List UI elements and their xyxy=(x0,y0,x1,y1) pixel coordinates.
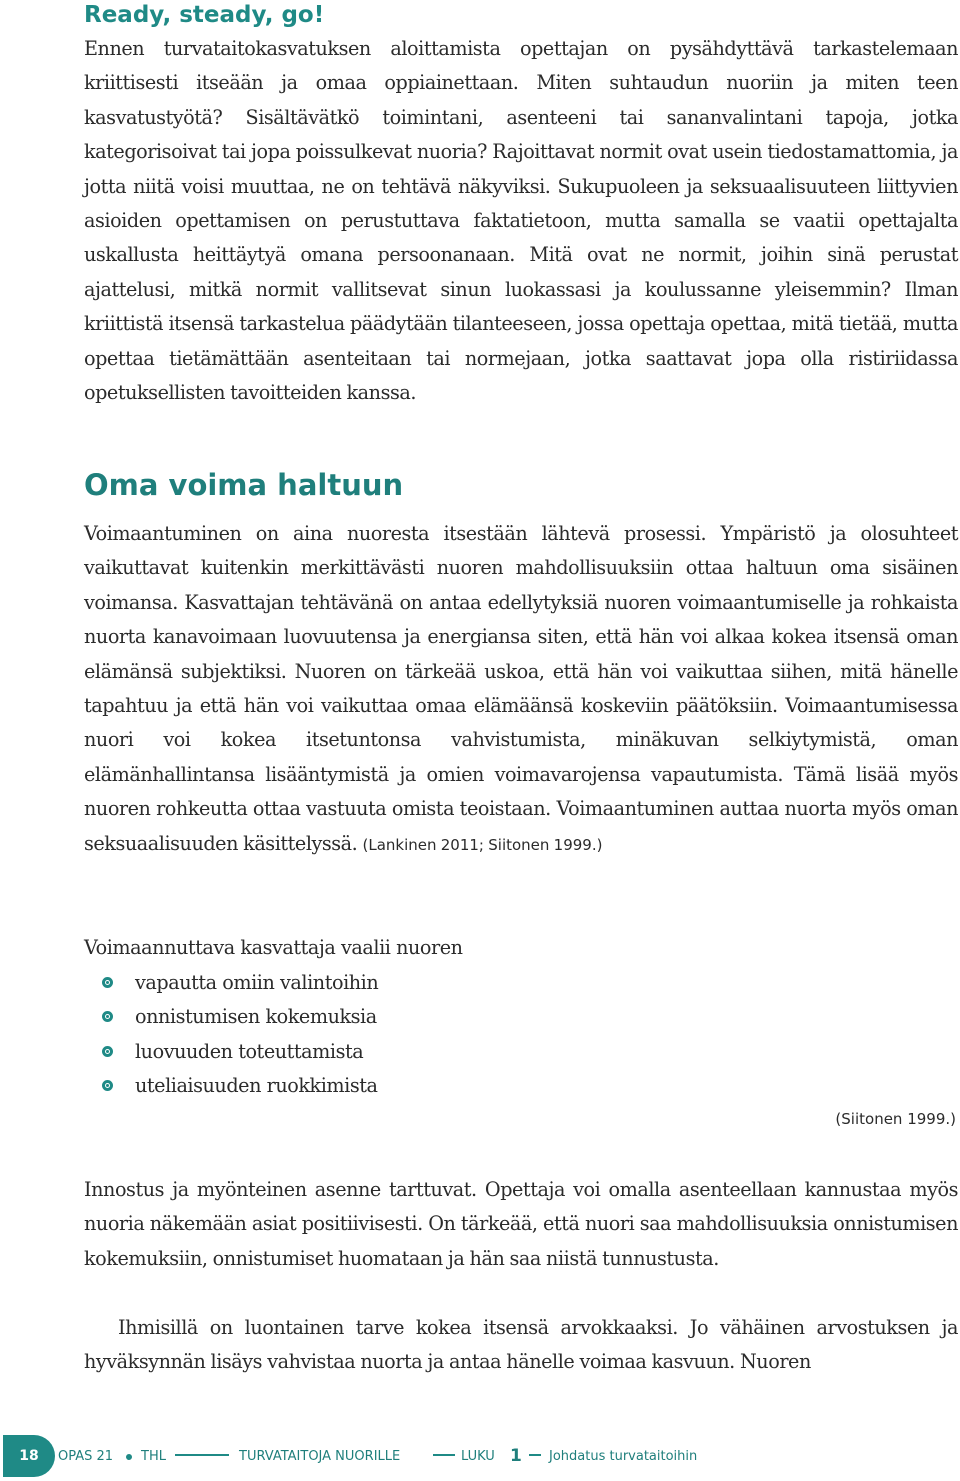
paragraph-empowerment-text: Voimaantuminen on aina nuoresta itsestään lähtevä prosessi. Ympäristö ja olosuhteet vaikuttavat kuitenkin merkittävästi nuoren mahdollisuuksiin ottaa haltuun oma sisäinen voimansa. Kasvattajan tehtävänä on antaa edellytyksiä nuoren voimaantumiselle ja rohkaista nuorta kanavoimaan luovuutensa ja energiansa siten, että hän voi alkaa kokea itsensä oman elämänsä subjektiksi. Nuoren on tärkeää uskoa, että hän voi vaikuttaa siihen, mitä hänelle tapahtuu ja että hän voi vaikuttaa omaa elämäänsä koskeviin päätöksiin. Voimaantumisessa nuori voi kokea itsetuntonsa vahvistumista, minäkuvan selkiytymistä, oman elämänhallintansa lisääntymistä ja omien voimavarojensa vapautumista. Tämä lisää myös nuoren rohkeutta ottaa vastuuta omista teoistaan. Voimaantuminen auttaa nuorta myös oman seksuaalisuuden käsittelyssä. xyxy=(84,522,958,855)
footer-chapter-number: 1 xyxy=(510,1446,522,1466)
list-item xyxy=(102,1000,378,1034)
bullet-icon xyxy=(102,1011,113,1022)
paragraph-appreciation-text: Ihmisillä on luontainen tarve kokea itsensä arvokkaaksi. Jo vähäinen arvostuksen ja hyväksynnän lisäys vahvistaa nuorta ja antaa hänelle voimaa kasvuun. Nuoren xyxy=(84,1316,958,1374)
section-heading-oma-voima-haltuun: Oma voima haltuun xyxy=(84,468,404,502)
list-item-text: luovuuden toteuttamista xyxy=(135,1039,364,1063)
list-item xyxy=(102,1069,378,1103)
footer-divider xyxy=(529,1454,541,1456)
citation: (Lankinen 2011; Siitonen 1999.) xyxy=(362,835,603,854)
footer-series: OPAS 21 xyxy=(58,1449,114,1464)
paragraph-enthusiasm: Innostus ja myönteinen asenne tarttuvat. Opettaja voi omalla asenteellaan kannustaa myös nuoria näkemään asiat positiivisesti. On tärkeää, että nuori saa mahdollisuuksia onnistumisen kokemuksiin, onnistumiset huomataan ja hän saa niistä tunnustusta. xyxy=(84,1178,958,1270)
bullet-icon xyxy=(102,1046,113,1057)
footer-chapter-title: Johdatus turvataitoihin xyxy=(549,1449,698,1464)
paragraph-empowerment xyxy=(84,517,958,862)
bullet-icon xyxy=(102,977,113,988)
footer-title: TURVATAITOJA NUORILLE xyxy=(239,1449,401,1464)
list-item xyxy=(102,1035,378,1069)
list-item-text: uteliaisuuden ruokkimista xyxy=(135,1074,378,1098)
paragraph-intro: Ennen turvataitokasvatuksen aloittamista opettajan on pysähdyttävä tarkastelemaan kriittisesti itseään ja omaa oppiainettaan. Miten suhtaudun nuoriin ja miten teen kasvatustyötä? Sisältävätkö toimintani, asenteeni tai sananvalintani tapoja, jotka kategorisoivat tai jopa poissulkevat nuoria? Rajoittavat normit ovat usein tiedostamattomia, ja jotta niitä voisi muuttaa, ne on tehtävä näkyviksi. Sukupuoleen ja seksuaalisuuteen liittyvien asioiden opettamisen on perustuttava faktatietoon, mutta samalla se vaatii opettajalta uskallusta heittäytyä omana persoonanaan. Mitä ovat ne normit, joihin sinä perustat ajattelusi, mitkä normit vallitsevat sinun luokassasi ja koulussanne yleisemmin? Ilman kriittistä itsensä tarkastelua päädytään tilanteeseen, jossa opettaja opettaa, mitä tietää, mutta opettaa tietämättään asenteitaan tai normejaan, jotka saattavat jopa olla ristiriidassa opetuksellisten tavoitteiden kanssa. xyxy=(84,37,958,405)
list-source: (Siitonen 1999.) xyxy=(835,1110,956,1128)
bullet-icon xyxy=(102,1080,113,1091)
list-item xyxy=(102,966,378,1000)
list-intro: Voimaannuttava kasvattaja vaalii nuoren xyxy=(84,936,463,959)
footer-chapter-label: LUKU xyxy=(461,1449,495,1464)
list-item-text: vapautta omiin valintoihin xyxy=(135,971,379,994)
page-footer xyxy=(0,1432,960,1481)
footer-dot-icon xyxy=(126,1454,132,1460)
bullet-list xyxy=(102,966,378,1104)
paragraph-appreciation xyxy=(84,1311,958,1380)
footer-divider xyxy=(175,1454,229,1456)
footer-divider xyxy=(433,1454,455,1456)
list-item-text: onnistumisen kokemuksia xyxy=(135,1005,377,1029)
section-heading-ready-steady-go: Ready, steady, go! xyxy=(84,2,325,28)
footer-publisher: THL xyxy=(141,1449,166,1464)
page-number: 18 xyxy=(3,1435,55,1477)
